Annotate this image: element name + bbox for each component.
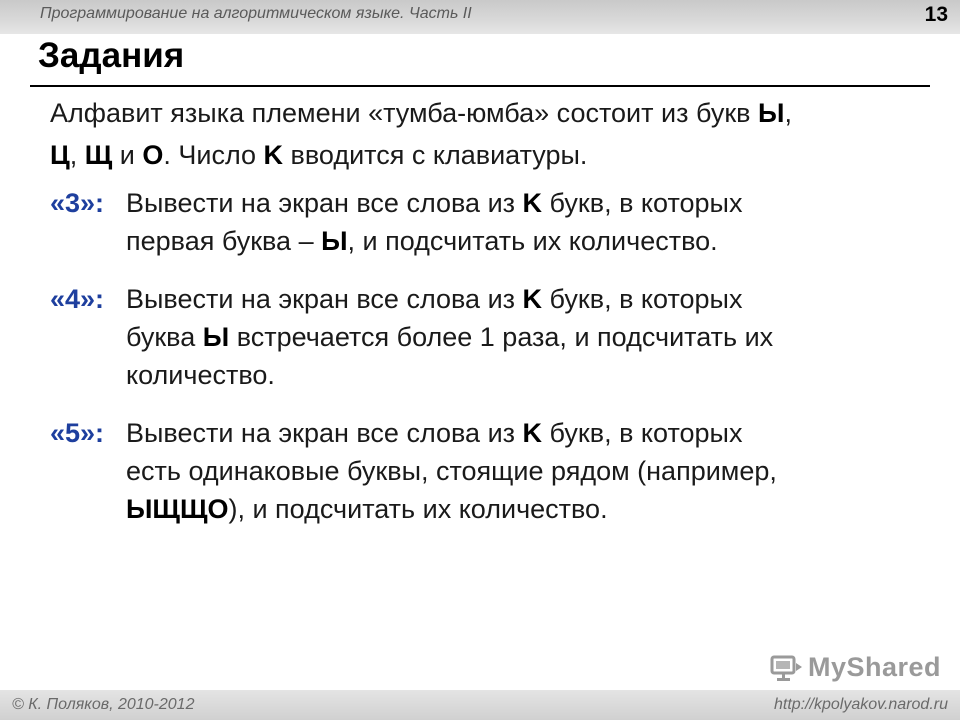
footer-bar [0,690,960,720]
task-number: «4»: [50,284,105,314]
title-underline [30,85,930,87]
slide-number: 13 [924,3,948,26]
watermark-text: MyShared [808,652,942,682]
slide-title: Задания [38,36,185,75]
task-number: «5»: [50,418,105,448]
header-bar [0,0,960,34]
task-3 [50,184,930,260]
author-credit: © К. Поляков, 2010-2012 [12,696,195,713]
myshared-logo-icon [770,653,804,683]
task-text: Вывести на экран все слова из K букв, в которых первая буква – Ы, и подсчитать их количество. [126,188,743,256]
course-title: Программирование на алгоритмическом языке. Часть II [40,5,472,22]
task-text: Вывести на экран все слова из K букв, в которых есть одинаковые буквы, стоящие рядом (например, ЫЩЩО), и подсчитать их количество. [126,418,777,524]
watermark [770,652,941,683]
task-text: Вывести на экран все слова из K букв, в которых буква Ы встречается более 1 раза, и подсчитать их количество. [126,284,774,390]
task-5 [50,414,930,528]
site-url[interactable]: http://kpolyakov.narod.ru [773,696,948,713]
intro-paragraph: Алфавит языка племени «тумба-юмба» состоит из букв Ы, Ц, Щ и О. Число K вводится с клавиатуры. [50,98,792,170]
task-number: «3»: [50,188,105,218]
task-4 [50,280,930,394]
